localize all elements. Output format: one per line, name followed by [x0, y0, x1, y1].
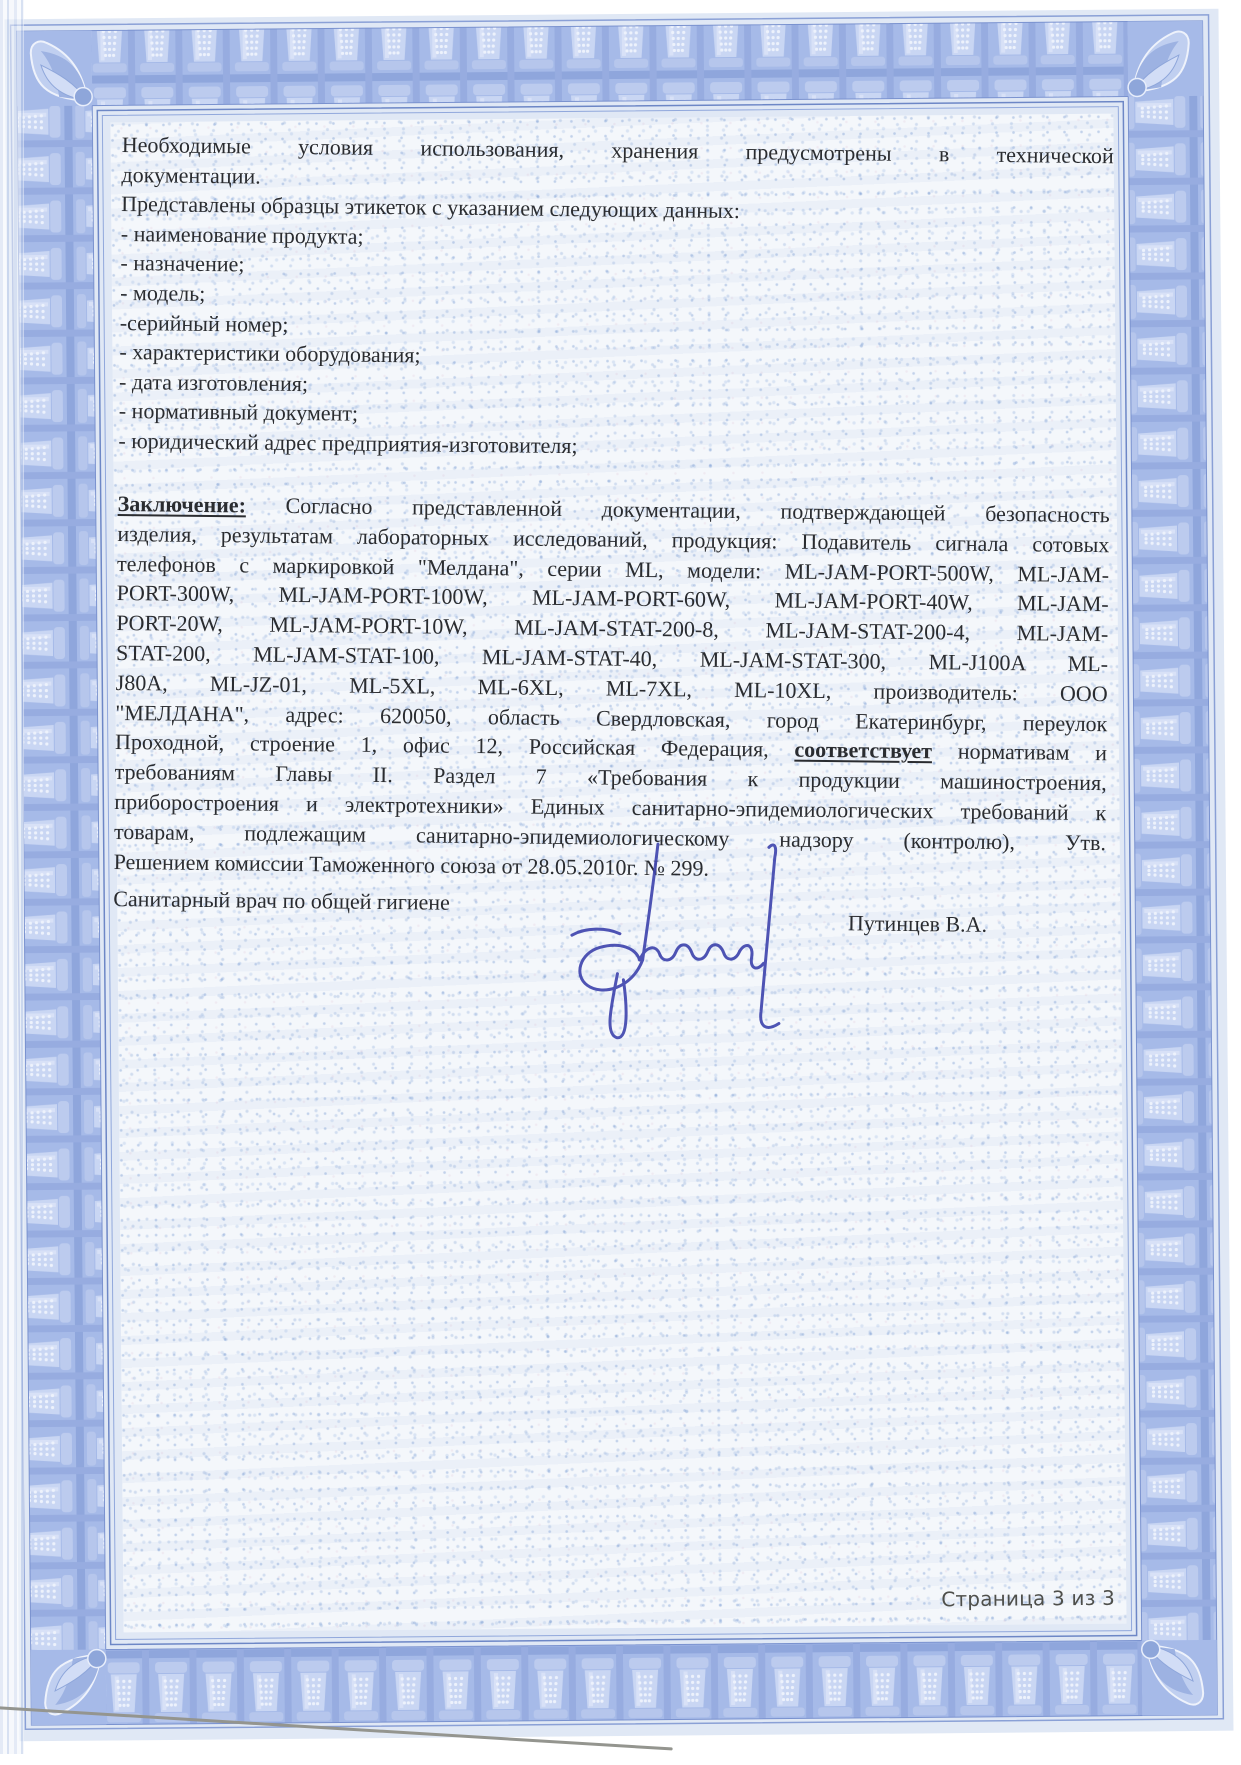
text-line: документации.: [121, 161, 261, 189]
text-line: Решением комиссии Таможенного союза от 28.05.2010г. № 299.: [113, 848, 710, 881]
text-line: - характеристики оборудования;: [119, 339, 421, 368]
text-line: приборостроения и электротехники» Единых санитарно-эпидемиологических требований к: [114, 788, 1107, 826]
text-line: требованиям Главы II. Раздел 7 «Требования к продукции машиностроения,: [114, 759, 1107, 796]
conclusion-paragraph: [114, 489, 1110, 888]
text-line: PORT-300W, ML-JAM-PORT-100W, ML-JAM-PORT-60W, ML-JAM-PORT-40W, ML-JAM-: [116, 580, 1109, 617]
document-text: [104, 0, 1116, 1765]
signer-name: Путинцев В.А.: [847, 910, 988, 937]
text-line: - наименование продукта;: [120, 220, 364, 249]
text-line: STAT-200, ML-JAM-STAT-100, ML-JAM-STAT-40, ML-JAM-STAT-300, ML-J100A ML-: [115, 639, 1109, 677]
text-line: - назначение;: [120, 250, 245, 277]
text-line: Заключение: Согласно представленной документации, подтверждающей безопасность: [117, 490, 1110, 528]
page-number: Страница 3 из 3: [941, 1585, 1116, 1612]
text-line: PORT-20W, ML-JAM-PORT-10W, ML-JAM-STAT-200-8, ML-JAM-STAT-200-4, ML-JAM-: [116, 610, 1109, 647]
text-line: - модель;: [120, 279, 206, 306]
text-line: Представлены образцы этикеток с указанием следующих данных:: [121, 191, 741, 224]
text-line: Необходимые условия использования, хранения предусмотрены в технической: [121, 131, 1114, 169]
text-line: изделия, результатам лабораторных исследований, продукция: Подавитель сигнала сотовых: [117, 520, 1110, 558]
text-line: "МЕЛДАНА", адрес: 620050, область Свердловская, город Екатеринбург, переулок: [115, 699, 1108, 736]
text-line: Проходной, строение 1, офис 12, Российская Федерация, соответствует нормативам и: [114, 729, 1108, 766]
text-line: -серийный номер;: [119, 309, 289, 337]
intro-and-label-list: [118, 130, 1114, 467]
text-line: товарам, подлежащим санитарно-эпидемиологическому надзору (контролю), Утв.: [113, 818, 1107, 855]
text-line: J80A, ML-JZ-01, ML-5XL, ML-6XL, ML-7XL, ML-10XL, производитель: ООО: [115, 669, 1108, 706]
scan-edge-artifact: [0, 0, 24, 1754]
text-line: телефонов с маркировкой "Мелдана", серии ML, модели: ML-JAM-PORT-500W, ML-JAM-: [116, 550, 1110, 587]
text-line: - юридический адрес предприятия-изготовителя;: [118, 427, 578, 459]
signature-ink: [535, 839, 807, 1052]
text-line: - нормативный документ;: [118, 398, 359, 427]
text-line: - дата изготовления;: [119, 368, 309, 396]
signer-title: Санитарный врач по общей гигиене: [113, 885, 451, 915]
